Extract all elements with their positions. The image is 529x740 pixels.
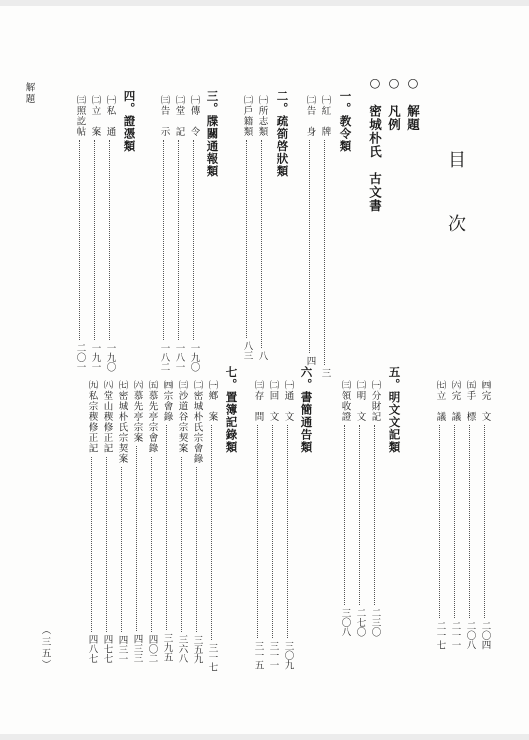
leader-dots xyxy=(193,140,194,340)
leader-dots xyxy=(309,140,310,353)
toc-entry-page: 三九五 xyxy=(161,633,173,662)
leader-dots xyxy=(151,457,152,632)
leader-dots xyxy=(374,425,375,605)
toc-entry-page: 八三 xyxy=(241,341,253,360)
toc-entry-page: 四三一 xyxy=(116,635,128,664)
leader-dots xyxy=(166,425,167,630)
toc-entry-page: 二三〇 xyxy=(369,608,381,637)
toc-entry-label: ㈨私宗稧修正記 xyxy=(86,380,98,454)
leader-dots xyxy=(287,425,288,638)
section-heading-2: 二。疏箚啓狀類 xyxy=(275,90,290,178)
leader-dots xyxy=(163,140,164,340)
toc-entry-page: 八 xyxy=(256,351,268,361)
toc-entry xyxy=(370,380,380,637)
toc-entry-label: ㈥慕先亭宗案 xyxy=(131,380,143,443)
leader-dots xyxy=(79,140,80,340)
page-number: （三五） xyxy=(39,625,51,671)
leader-dots xyxy=(136,446,137,631)
toc-entry-label: ㈠紅 牌 xyxy=(319,95,331,137)
toc-entry-page: 三一一 xyxy=(267,641,279,670)
toc-entry xyxy=(132,380,142,663)
leader-dots xyxy=(469,425,470,618)
scan-edge-top xyxy=(0,0,529,6)
major-item-documents: ○ 密城朴氏 古文書 xyxy=(367,75,383,213)
toc-entry xyxy=(75,95,85,372)
toc-entry xyxy=(105,95,115,372)
toc-entry-page: 一九一 xyxy=(89,343,101,372)
toc-entry-page: 一九〇 xyxy=(188,343,200,372)
toc-entry-label: ㈡戶籍類 xyxy=(241,95,253,137)
toc-entry-page: 一八一 xyxy=(173,343,185,372)
toc-entry-label: ㈡明 文 xyxy=(354,380,366,422)
toc-entry-page: 四 xyxy=(304,356,316,366)
toc-entry-page: 三 xyxy=(319,368,331,378)
toc-entry-page: 二〇四 xyxy=(479,621,491,650)
toc-entry-label: ㈢照訖帖 xyxy=(74,95,86,137)
toc-entry-label: ㈧堂山稧修正記 xyxy=(101,380,113,454)
leader-dots xyxy=(246,140,247,338)
page-title: 目 次 xyxy=(445,150,466,246)
toc-entry-page: 三〇九 xyxy=(282,641,294,670)
toc-entry-label: ㈦密城朴氏宗契案 xyxy=(116,380,128,464)
toc-entry xyxy=(320,95,330,378)
leader-dots xyxy=(484,425,485,618)
leader-dots xyxy=(121,467,122,632)
leader-dots xyxy=(439,425,440,618)
running-header: 解題 xyxy=(23,82,35,105)
scan-edge-bottom xyxy=(0,734,529,740)
toc-entry xyxy=(450,380,460,650)
section-heading-6: 六。書簡通告類 xyxy=(299,366,314,454)
toc-entry xyxy=(147,380,157,663)
leader-dots xyxy=(257,425,258,638)
leader-dots xyxy=(211,425,212,640)
toc-entry-label: ㈢領收證 xyxy=(339,380,351,422)
toc-entry xyxy=(283,380,293,670)
toc-entry xyxy=(102,380,112,663)
toc-entry-label: ㈠鄕 案 xyxy=(206,380,218,422)
toc-entry-label: ㈤手 標 xyxy=(464,380,476,422)
toc-entry xyxy=(177,380,187,663)
toc-entry-page: 三五九 xyxy=(191,635,203,664)
toc-entry-page: 二〇一 xyxy=(74,343,86,372)
toc-entry-label: ㈡告 身 xyxy=(304,95,316,137)
leader-dots xyxy=(454,425,455,618)
toc-entry-page: 三一七 xyxy=(206,643,218,672)
section-heading-3: 三。牒關通報類 xyxy=(205,90,220,178)
leader-dots xyxy=(324,140,325,365)
toc-entry xyxy=(189,95,199,372)
toc-entry-label: ㈣完 文 xyxy=(479,380,491,422)
leader-dots xyxy=(109,140,110,340)
major-item-kaidai: ○ 解題 xyxy=(405,75,421,132)
toc-entry-page: 二一七 xyxy=(434,621,446,650)
toc-entry xyxy=(257,95,267,361)
toc-entry xyxy=(207,380,217,672)
toc-entry-label: ㈠分財記 xyxy=(369,380,381,422)
toc-entry-page: 三〇八 xyxy=(339,608,351,637)
toc-entry xyxy=(162,380,172,662)
toc-entry-label: ㈢存 問 xyxy=(252,380,264,422)
toc-entry-label: ㈢告 示 xyxy=(158,95,170,137)
toc-entry-page: 四八七 xyxy=(86,634,98,663)
toc-entry xyxy=(159,95,169,372)
toc-entry-label: ㈠通 文 xyxy=(282,380,294,422)
toc-entry-label: ㈠傳 令 xyxy=(188,95,200,137)
toc-entry-label: ㈡回 文 xyxy=(267,380,279,422)
toc-entry-label: ㈡堂 記 xyxy=(173,95,185,137)
leader-dots xyxy=(261,140,262,348)
toc-entry-page: 四〇二 xyxy=(146,634,158,663)
toc-entry-label: ㈡立 案 xyxy=(89,95,101,137)
toc-entry-label: ㈡密城朴氏宗會錄 xyxy=(191,380,203,464)
toc-entry xyxy=(268,380,278,670)
toc-entry xyxy=(340,380,350,637)
toc-entry-page: 一九〇 xyxy=(104,343,116,372)
leader-dots xyxy=(178,140,179,340)
toc-entry-page: 二一一 xyxy=(449,621,461,650)
toc-entry xyxy=(435,380,445,650)
toc-entry xyxy=(242,95,252,360)
toc-entry-page: 二七〇 xyxy=(354,608,366,637)
toc-entry-label: ㈠私 通 xyxy=(104,95,116,137)
toc-entry xyxy=(480,380,490,650)
toc-entry-label: ㈤慕先亭宗會錄 xyxy=(146,380,158,454)
leader-dots xyxy=(359,425,360,605)
toc-entry-page: 一八二 xyxy=(158,343,170,372)
leader-dots xyxy=(196,467,197,632)
toc-entry-label: ㈦立 議 xyxy=(434,380,446,422)
leader-dots xyxy=(181,457,182,632)
toc-entry xyxy=(192,380,202,664)
toc-entry xyxy=(465,380,475,650)
toc-entry xyxy=(87,380,97,663)
toc-entry xyxy=(305,95,315,366)
leader-dots xyxy=(94,140,95,340)
section-heading-4: 四。證憑類 xyxy=(122,90,137,153)
section-heading-7: 七。置簿記錄類 xyxy=(224,366,239,454)
toc-entry-page: 三一五 xyxy=(252,641,264,670)
leader-dots xyxy=(106,457,107,632)
leader-dots xyxy=(91,457,92,632)
toc-entry-page: 四七七 xyxy=(101,634,113,663)
section-heading-5: 五。明文文記類 xyxy=(387,366,402,454)
toc-entry xyxy=(253,380,263,670)
toc-entry xyxy=(355,380,365,637)
toc-entry-page: 三六八 xyxy=(176,634,188,663)
toc-entry xyxy=(90,95,100,372)
major-item-hanrei: ○ 凡例 xyxy=(386,75,402,132)
toc-entry-label: ㈣宗會錄 xyxy=(161,380,173,422)
leader-dots xyxy=(344,425,345,605)
section-heading-1: 一。教令類 xyxy=(338,90,353,153)
toc-entry-page: 四三三 xyxy=(131,634,143,663)
toc-entry-page: 二〇八 xyxy=(464,621,476,650)
toc-entry xyxy=(117,380,127,664)
leader-dots xyxy=(272,425,273,638)
toc-entry-label: ㈢沙道谷宗契案 xyxy=(176,380,188,454)
toc-entry-label: ㈥完 議 xyxy=(449,380,461,422)
toc-entry xyxy=(174,95,184,372)
toc-entry-label: ㈠所志類 xyxy=(256,95,268,137)
